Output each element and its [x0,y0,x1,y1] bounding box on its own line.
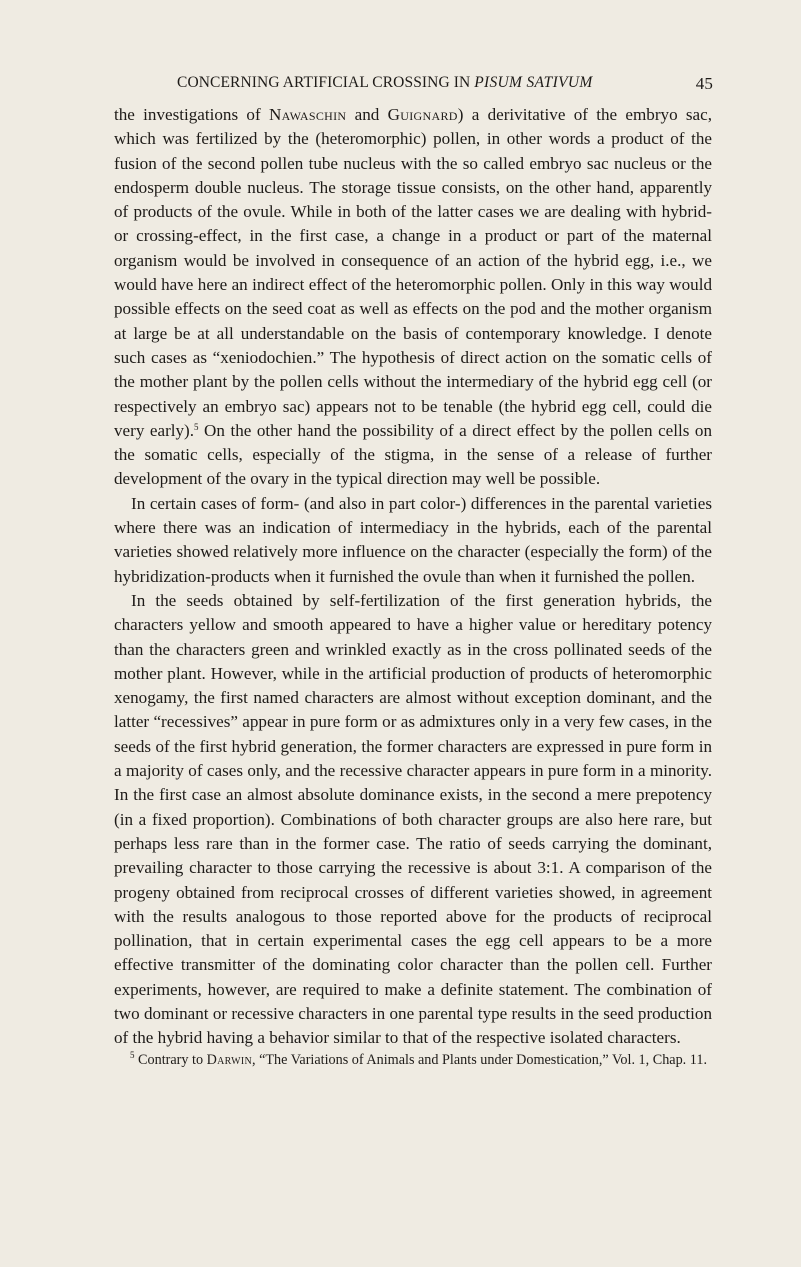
footnote-reference: 5 [194,421,199,432]
author-name-darwin: Darwin [206,1052,252,1068]
footnote-text-a: Contrary to [134,1052,207,1068]
paragraph-1-text-a: the investigations of [114,105,269,124]
footnote-mark: 5 [130,1050,135,1060]
paragraph-3: In the seeds obtained by self-fertilization of the first generation hybrids, the characters yellow and smooth appeared to have a higher value or hereditary potency than the characters green and wrinkled exactly as in the cross pollinated seeds of the mother plant. However, while in the artificial production of products of heteromorphic xenogamy, the first named characters are almost without exception dominant, and the latter “recessives” appear in pure form or as admixtures only in a very few cases, in the seeds of the first hybrid generation, the former characters are expressed in pure form in a majority of cases only, and the recessive character appears in pure form in a minority. In the first case an almost absolute dominance exists, in the second a mere prepotency (in a fixed proportion). Combinations of both character groups are also here rare, but perhaps less rare than in the former case. The ratio of seeds carrying the dominant, prevailing character to those carrying the recessive is about 3:1. A comparison of the progeny obtained from reciprocal crosses of different varieties showed, in agreement with the results analogous to those reported above for the products of reciprocal pollination, that in certain experimental cases the egg cell appears to be a more effective transmitter of the dominating color character than the pollen cell. Further experiments, however, are required to make a definite statement. The combination of two dominant or recessive characters in one parental type results in the seed production of the hybrid having a behavior similar to that of the respective isolated characters. [114,590,712,1048]
footnote [114,1050,712,1071]
paragraph-1-text-d: On the other hand the possibility of a direct effect by the pollen cells on the somatic cells, especially of the stigma, in the sense of a release of further development of the ovary in the typical direction may well be possible. [114,420,713,489]
author-name-nawaschin: Nawaschin [268,105,347,124]
paragraph-1-text-b: and [346,105,388,124]
running-title-text: CONCERNING ARTIFICIAL CROSSING IN [177,74,475,91]
running-title-italic: PISUM SATIVUM [474,74,593,91]
footnote-5 [114,1050,712,1071]
paragraph-1-text-c: ) a derivitative of the embryo sac, which was fertilized by the (heteromorphic) pollen, in other words a product of the fusion of the second pollen tube nucleus with the so called embryo sac nucleus or the endosperm double nucleus. The storage tissue consists, on the other hand, apparently of products of the ovule. While in both of the latter cases we are dealing with hybrid- or crossing-effect, in the first case, a change in a product or part of the maternal organism would be involved in consequence of an action of the hybrid egg, i.e., we would have here an indirect effect of the heteromorphic pollen. Only in this way would possible effects on the seed coat as well as effects on the pod and the mother organism at large be at all understandable on the basis of contemporary knowledge. I denote such cases as “xeniodochien.” The hypothesis of direct action on the somatic cells of the mother plant by the pollen cells without the intermediary of the hybrid egg cell (or respectively an embryo sac) appears not to be tenable (the hybrid egg cell, could die very early). [114,105,713,440]
page-number: 45 [695,74,713,93]
author-name-guignard: Guignard [387,105,458,124]
paragraph-2: In certain cases of form- (and also in part color-) differences in the parental varieties where there was an indication of intermediacy in the hybrids, each of the parental varieties showed relatively more influence on the character (especially the form) of the hybridization-products when it furnished the ovule than when it furnished the pollen. [114,493,712,586]
running-head [113,74,713,98]
paragraph-1 [114,103,712,492]
footnote-text-b: , “The Variations of Animals and Plants under Domestication,” Vol. 1, Chap. 11. [252,1052,707,1068]
body-text [114,103,712,1051]
running-title [177,74,593,92]
